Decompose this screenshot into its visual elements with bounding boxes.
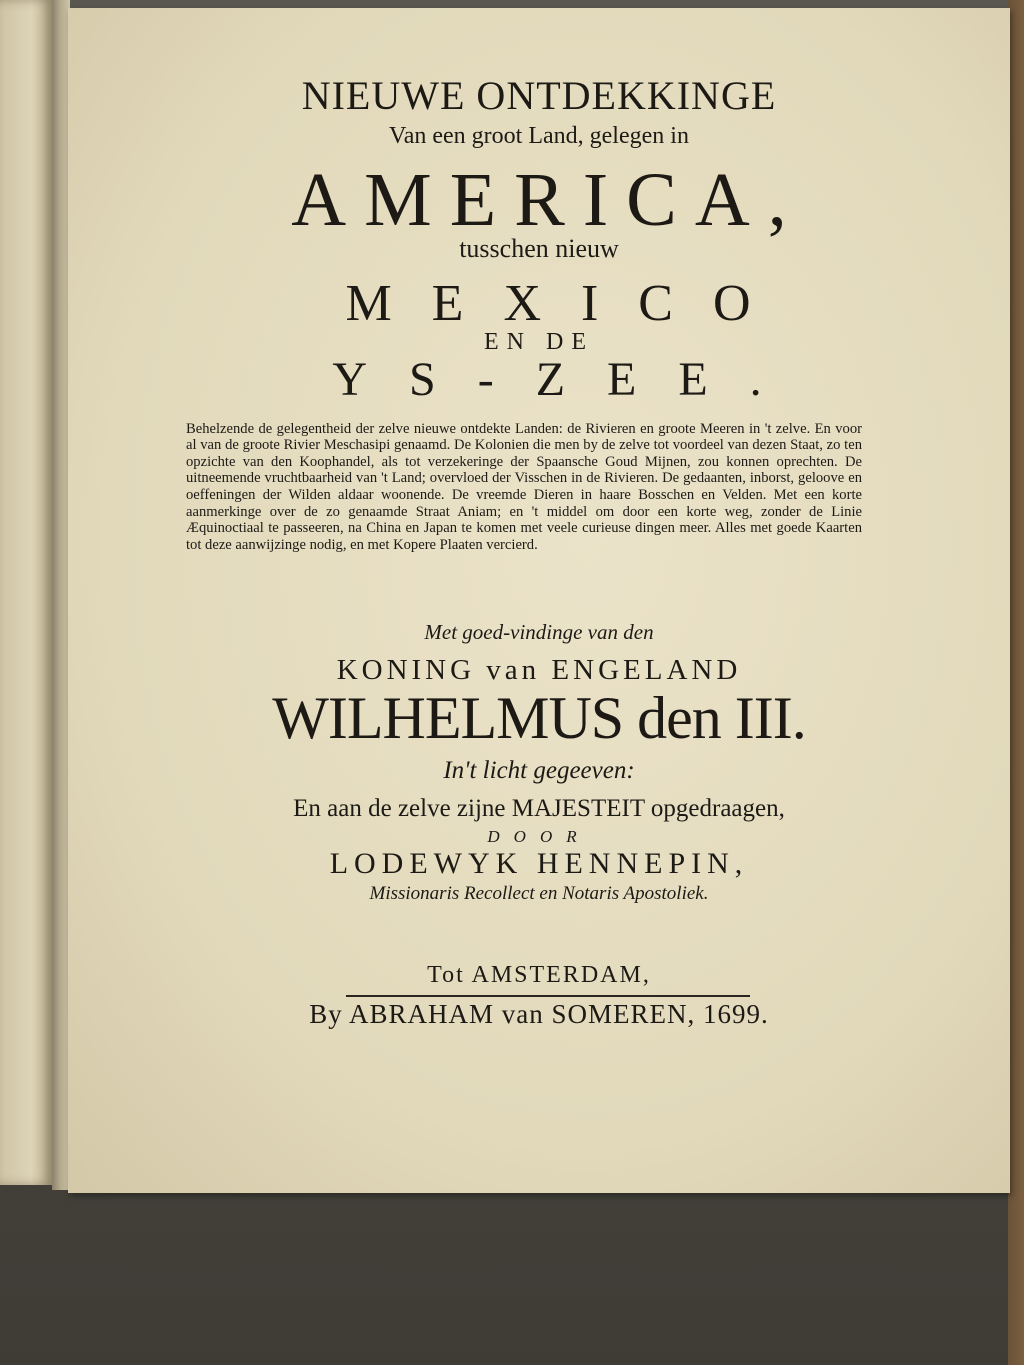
- title-page-content: [68, 8, 1010, 1193]
- imprint-publisher: By ABRAHAM van SOMEREN, 1699.: [309, 999, 769, 1029]
- king-name: WILHELMUS den III.: [272, 685, 806, 751]
- title-heading: NIEUWE ONTDEKKINGE: [301, 73, 777, 118]
- book-cover-edge: [1008, 0, 1024, 1365]
- title-page: [68, 8, 1010, 1193]
- approval-line: Met goed-vindinge van den: [424, 620, 654, 644]
- subtitle-ende: EN DE: [484, 329, 594, 355]
- title-mexico: MEXICO: [345, 275, 791, 332]
- subtitle-tusschen: tusschen nieuw: [459, 234, 619, 263]
- by-line: DOOR: [487, 827, 591, 846]
- author-title: Missionaris Recollect en Notaris Apostoliek.: [369, 883, 709, 904]
- dedication-line: En aan de zelve zijne MAJESTEIT opgedraagen,: [293, 795, 785, 822]
- author-name: LODEWYK HENNEPIN,: [329, 847, 749, 880]
- title-america: AMERICA,: [291, 158, 805, 242]
- king-line: KONING van ENGELAND: [336, 654, 742, 686]
- description-paragraph: Behelzende de gelegentheid der zelve nieuwe ontdekte Landen: de Rivieren en groote Meeren in 't zelve. En voor al van de groote Rivier Meschasipi genaamd. De Kolonien die men by de zelve tot voordeel van dezen Staat, zo ten opzichte van den Koophandel, als tot verzekeringe der Spaansche Goud Mijnen, zou konnen oprechten. De uitneemende vruchtbaarheid van 't Land; overvloed der Visschen in de Rivieren. De gedaanten, inborst, geloove en oeffeningen der Wilden aldaar woonende. De vreemde Dieren in haare Bosschen en Velden. Met een korte aanmerkinge over de zo genaamde Straat Aniam; en 't middel om door een korte weg, zonder de Linie Æquinoctiaal te passeeren, na China en Japan te komen met veele curieuse dingen meer. Alles met goede Kaarten tot deze aanwijzinge nodig, en met Kopere Plaaten vercierd.: [186, 420, 862, 553]
- imprint-place: Tot AMSTERDAM,: [427, 962, 651, 988]
- subtitle-line: Van een groot Land, gelegen in: [389, 123, 689, 149]
- left-page-edge: [0, 0, 52, 1185]
- imprint-rule: [346, 995, 750, 997]
- title-yszee: YS-ZEE.: [332, 353, 804, 406]
- published-line: In't licht gegeeven:: [443, 757, 635, 784]
